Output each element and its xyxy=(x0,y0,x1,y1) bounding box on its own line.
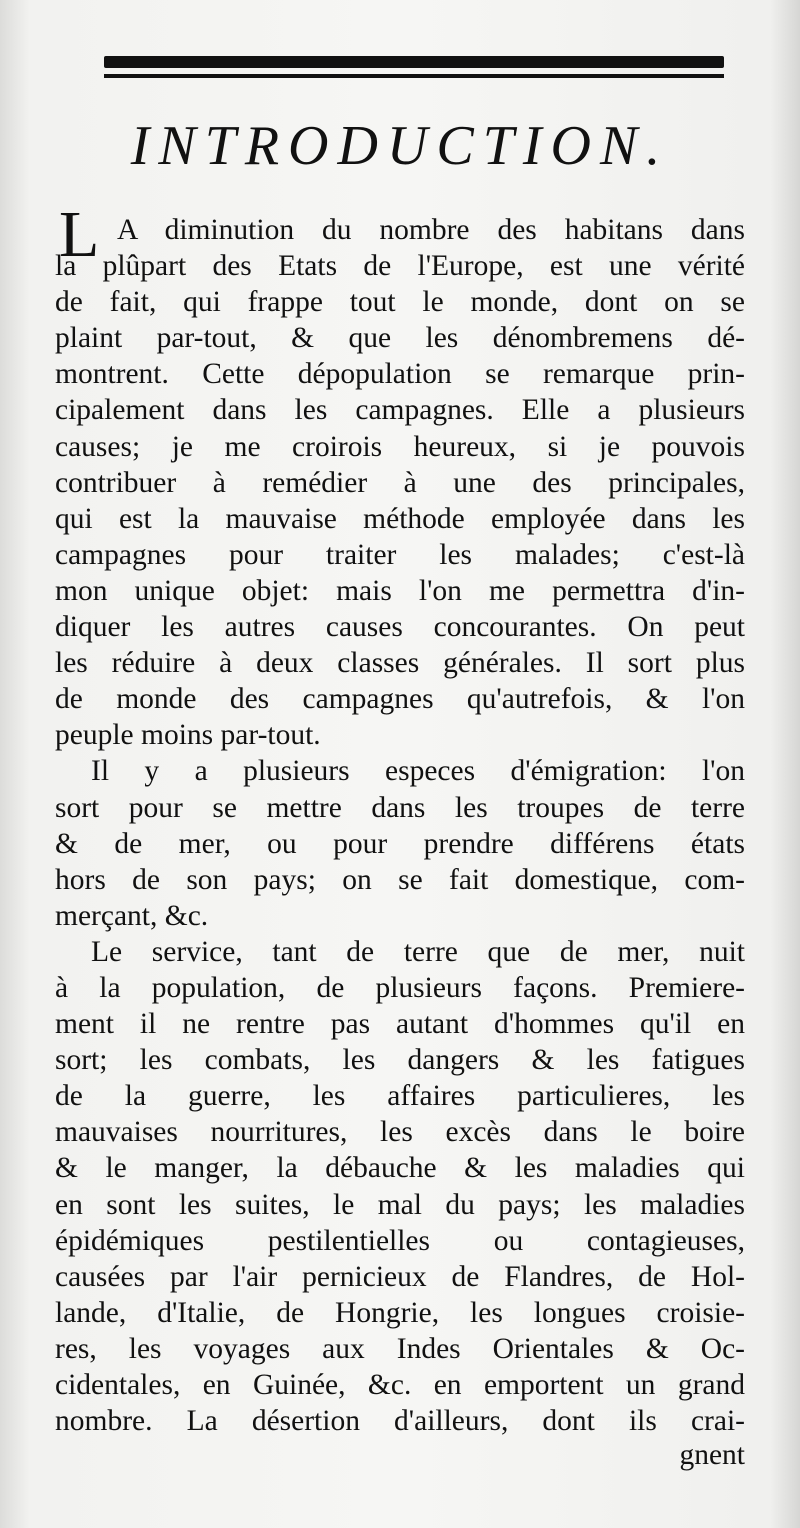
text-line: cipalement dans les campagnes. Elle a plusieurs xyxy=(55,394,745,427)
text-line: & le manger, la débauche & les maladies qui xyxy=(55,1152,745,1185)
header-rule-thin xyxy=(104,74,724,78)
text-line: peuple moins par-tout. xyxy=(55,719,321,752)
text-line-content: A diminution du nombre des habitans dans xyxy=(117,214,745,246)
text-line: causées par l'air pernicieux de Flandres, de Hol- xyxy=(55,1260,745,1293)
text-line: hors de son pays; on se fait domestique, com- xyxy=(55,863,745,896)
text-line: la plûpart des Etats de l'Europe, est une vérité xyxy=(55,250,745,283)
text-line: res, les voyages aux Indes Orientales & Oc- xyxy=(55,1332,745,1365)
text-line: sort; les combats, les dangers & les fatigues xyxy=(55,1044,745,1077)
drop-cap: L xyxy=(59,198,100,271)
text-line: cidentales, en Guinée, &c. en emportent un grand xyxy=(55,1369,745,1401)
text-line: lande, d'Italie, de Hongrie, les longues croisie- xyxy=(55,1296,745,1329)
text-line: nombre. La désertion d'ailleurs, dont ils crai- xyxy=(55,1405,745,1438)
text-line: mauvaises nourritures, les excès dans le boire xyxy=(55,1116,745,1149)
text-body xyxy=(55,198,745,1439)
text-line: & de mer, ou pour prendre différens états xyxy=(55,827,745,860)
header-rule-thick xyxy=(104,56,724,68)
text-line: les réduire à deux classes générales. Il sort plus xyxy=(55,647,745,680)
text-line: de fait, qui frappe tout le monde, dont on se xyxy=(55,286,745,319)
text-line: merçant, &c. xyxy=(55,899,209,932)
text-line: épidémiques pestilentielles ou contagieuses, xyxy=(55,1224,745,1257)
text-line: de monde des campagnes qu'autrefois, & l'on xyxy=(55,683,745,716)
text-line: mon unique objet: mais l'on me permettra d'in- xyxy=(55,574,745,607)
text-line: contribuer à remédier à une des principales, xyxy=(55,466,745,499)
page-title: INTRODUCTION. xyxy=(130,115,670,177)
text-line: montrent. Cette dépopulation se remarque prin- xyxy=(55,358,745,391)
text-line: Le service, tant de terre que de mer, nuit xyxy=(91,935,745,968)
text-line: en sont les suites, le mal du pays; les maladies xyxy=(55,1188,745,1221)
text-line: qui est la mauvaise méthode employée dans les xyxy=(55,502,745,535)
text-line: Il y a plusieurs especes d'émigration: l'on xyxy=(91,755,745,788)
text-line: plaint par-tout, & que les dénombremens dé- xyxy=(55,322,745,355)
text-line: sort pour se mettre dans les troupes de terre xyxy=(55,791,745,824)
text-line: à la population, de plusieurs façons. Premiere- xyxy=(55,971,745,1004)
text-line: causes; je me croirois heureux, si je pouvois xyxy=(55,430,745,463)
text-line: diquer les autres causes concourantes. On peut xyxy=(55,611,745,644)
text-line: de la guerre, les affaires particulieres, les xyxy=(55,1080,745,1113)
text-line: campagnes pour traiter les malades; c'est-là xyxy=(55,538,745,571)
text-line: ment il ne rentre pas autant d'hommes qu'il en xyxy=(55,1008,745,1041)
catchword: gnent xyxy=(679,1439,745,1471)
